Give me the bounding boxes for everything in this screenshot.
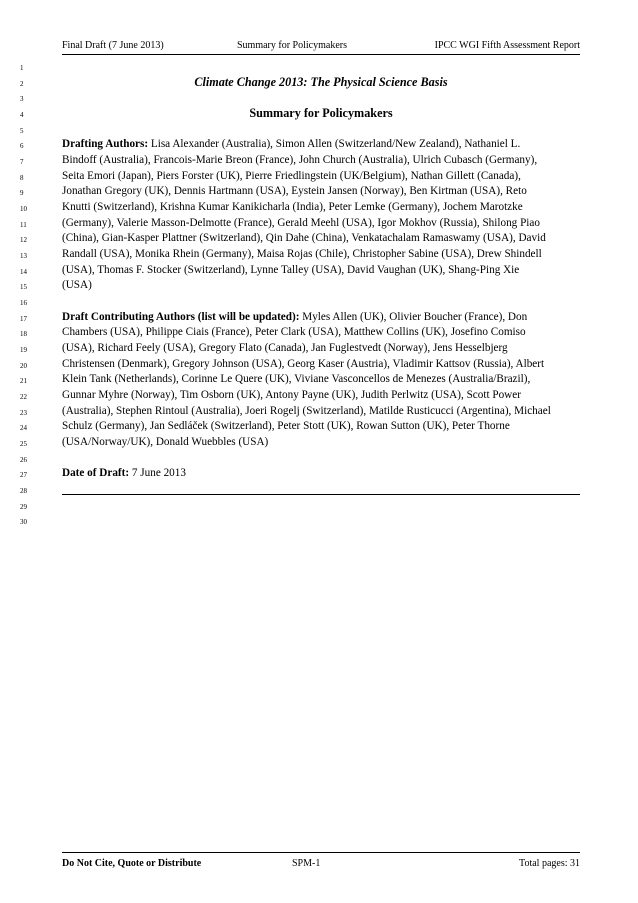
line-number: 16	[20, 299, 27, 307]
drafting-authors-line: Seita Emori (Japan), Piers Forster (UK), Pierre Friedlingstein (UK/Belgium), Nathan Gillett (Canada),	[62, 170, 521, 182]
contributing-authors-line: Draft Contributing Authors (list will be updated): Myles Allen (UK), Olivier Boucher (France), Don	[62, 311, 528, 323]
line-number: 6	[20, 142, 24, 150]
line-number: 18	[20, 330, 27, 338]
line-number: 5	[20, 127, 24, 135]
line-number: 3	[20, 95, 24, 103]
date-of-draft-label: Date of Draft:	[62, 467, 130, 479]
contributing-authors-line: Chambers (USA), Philippe Ciais (France), Peter Clark (USA), Matthew Collins (UK), Josefino Comiso	[62, 326, 526, 338]
line-number: 29	[20, 503, 27, 511]
drafting-authors-line: Knutti (Switzerland), Krishna Kumar Kanikicharla (India), Peter Lemke (Germany), Jochem Marotzke	[62, 201, 523, 213]
drafting-authors-line: Drafting Authors: Lisa Alexander (Australia), Simon Allen (Switzerland/New Zealand), Nathaniel L.	[62, 138, 521, 150]
line-number: 27	[20, 471, 27, 479]
drafting-authors-line: (China), Gian-Kasper Plattner (Switzerland), Qin Dahe (China), Venkatachalam Ramaswamy (USA), David	[62, 232, 546, 244]
contributing-authors-line: (USA), Richard Feely (USA), Gregory Flato (Canada), Jan Fuglestvedt (Norway), Jens Hesselbjerg	[62, 342, 508, 354]
contributing-authors-line: Christensen (Denmark), Gregory Johnson (USA), Georg Kaser (Austria), Vladimir Kattsov (Russia), Albert	[62, 358, 545, 370]
contributing-authors-line: Schulz (Germany), Jan Sedláček (Switzerland), Peter Stott (UK), Rowan Sutton (UK), Peter Thorne	[62, 420, 510, 432]
document-title: Climate Change 2013: The Physical Science Basis	[194, 75, 448, 89]
header-draft-date: Final Draft (7 June 2013)	[62, 40, 164, 51]
footer-total-pages: Total pages: 31	[519, 858, 580, 869]
page-header	[62, 40, 580, 55]
contributing-authors-line: Gunnar Myhre (Norway), Tim Osborn (UK), Antony Payne (UK), Judith Perlwitz (USA), Scott Power	[62, 389, 521, 401]
footer-page-number: SPM-1	[292, 858, 321, 869]
header-report-name: IPCC WGI Fifth Assessment Report	[434, 40, 580, 51]
line-number: 25	[20, 440, 27, 448]
line-number: 15	[20, 283, 27, 291]
line-number: 14	[20, 268, 27, 276]
drafting-authors-line: Bindoff (Australia), Francois-Marie Breon (France), John Church (Australia), Ulrich Cubasch (Germany),	[62, 154, 538, 166]
contributing-authors-line: (Australia), Stephen Rintoul (Australia), Joeri Rogelj (Switzerland), Matilde Rusticucci (Argentina), Michael	[62, 405, 551, 417]
line-number: 30	[20, 518, 27, 526]
line-number: 4	[20, 111, 24, 119]
line-number: 23	[20, 409, 27, 417]
contributing-authors-line: Klein Tank (Netherlands), Corinne Le Quere (UK), Viviane Vasconcellos de Menezes (Australia/Brazil),	[62, 373, 531, 385]
header-section: Summary for Policymakers	[237, 40, 347, 51]
line-number: 20	[20, 362, 27, 370]
line-number: 11	[20, 221, 27, 229]
page-footer	[62, 852, 580, 873]
date-of-draft	[62, 467, 580, 480]
date-of-draft-value: 7 June 2013	[129, 467, 186, 479]
document-subtitle: Summary for Policymakers	[249, 106, 393, 120]
line-number: 13	[20, 252, 27, 260]
line-number: 21	[20, 377, 27, 385]
line-number: 24	[20, 424, 27, 432]
drafting-authors-line: Jonathan Gregory (UK), Dennis Hartmann (USA), Eystein Jansen (Norway), Ben Kirtman (USA), Reto	[62, 185, 527, 197]
line-number: 28	[20, 487, 27, 495]
drafting-authors-line: (USA)	[62, 279, 92, 291]
line-number: 22	[20, 393, 27, 401]
line-number: 12	[20, 236, 27, 244]
drafting-authors-line: (USA), Thomas F. Stocker (Switzerland), Lynne Talley (USA), David Vaughan (UK), Shang-Ping Xie	[62, 264, 520, 276]
drafting-authors-label: Drafting Authors:	[62, 138, 149, 150]
line-number: 7	[20, 158, 24, 166]
section-divider	[62, 494, 580, 495]
line-number: 10	[20, 205, 27, 213]
line-number: 2	[20, 80, 24, 88]
contributing-authors-label: Draft Contributing Authors (list will be updated):	[62, 311, 300, 323]
drafting-authors-line: (Germany), Valerie Masson-Delmotte (France), Gerald Meehl (USA), Igor Mokhov (Russia), Shilong Piao	[62, 217, 540, 229]
footer-notice: Do Not Cite, Quote or Distribute	[62, 858, 202, 869]
drafting-authors-line: Randall (USA), Monika Rhein (Germany), Maisa Rojas (Chile), Christopher Sabine (USA), Drew Shindell	[62, 248, 542, 260]
line-number: 19	[20, 346, 27, 354]
line-number: 8	[20, 174, 24, 182]
line-number: 9	[20, 189, 24, 197]
line-number: 17	[20, 315, 27, 323]
line-number: 26	[20, 456, 27, 464]
line-number: 1	[20, 64, 24, 72]
contributing-authors-line: (USA/Norway/UK), Donald Wuebbles (USA)	[62, 436, 269, 448]
